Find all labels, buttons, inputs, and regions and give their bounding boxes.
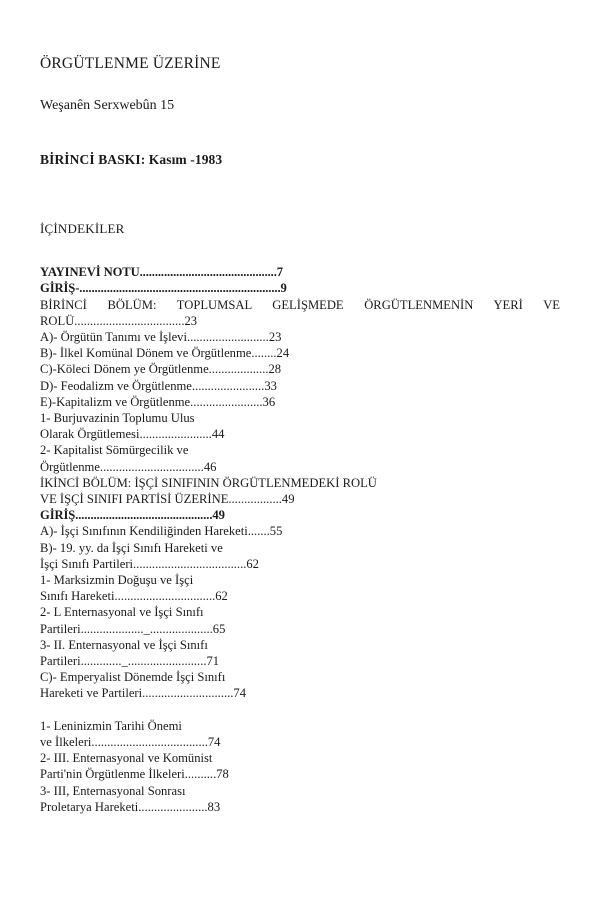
toc-entry: İKİNCİ BÖLÜM: İŞÇİ SINIFININ ÖRGÜTLENMEDEKİ ROLÜ — [40, 475, 377, 490]
toc-entry: Partileri............._.........................71 — [40, 654, 220, 669]
page-content — [40, 55, 560, 815]
toc-entry: Hareketi ve Partileri.............................74 — [40, 686, 247, 701]
toc-entry: Proletarya Hareketi......................83 — [40, 799, 221, 814]
toc-spacer — [40, 702, 560, 718]
toc-entry: D)- Feodalizm ve Örgütlenme.......................33 — [40, 378, 277, 393]
book-title: ÖRGÜTLENME ÜZERİNE — [40, 55, 221, 72]
toc-entry: GİRİŞ-..................................................................9 — [40, 281, 287, 296]
toc-entry: Olarak Örgütlemesi.......................44 — [40, 427, 225, 442]
toc-entry: 2- L Enternasyonal ve İşçi Sınıfı — [40, 605, 204, 620]
toc-entry: 3- III, Enternasyonal Sonrası — [40, 783, 186, 798]
toc-entry: ROLÜ...................................23 — [40, 313, 198, 328]
toc-entry: E)-Kapitalizm ve Örgütlenme.......................36 — [40, 394, 276, 409]
toc-entry: 1- Marksizmin Doğuşu ve İşçi — [40, 573, 194, 588]
toc-entry: C)- Emperyalist Dönemde İşçi Sınıfı — [40, 670, 226, 685]
toc-entry: 1- Leninizmin Tarihi Önemi — [40, 718, 182, 733]
toc-entry: C)-Köleci Dönem ye Örgütlenme...................28 — [40, 362, 282, 377]
toc-entry: 2- III. Enternasyonal ve Komünist — [40, 751, 213, 766]
series-line: Weşanên Serxwebûn 15 — [40, 97, 175, 113]
toc-entry: ve İlkeleri.....................................74 — [40, 735, 221, 750]
toc-entry: GİRİŞ.............................................49 — [40, 508, 225, 523]
toc-entry: Sınıfı Hareketi................................62 — [40, 589, 228, 604]
toc-entry: Örgütlenme.................................46 — [40, 459, 217, 474]
toc-entry: 3- II. Enternasyonal ve İşçi Sınıfı — [40, 637, 208, 652]
toc-heading: İÇİNDEKİLER — [40, 220, 125, 236]
toc-entry: A)- Örgütün Tanımı ve İşlevi..........................23 — [40, 329, 282, 344]
toc-entry: BİRİNCİ BÖLÜM: TOPLUMSAL GELİŞMEDE ÖRGÜTLENMENİN YERİ VE — [40, 297, 560, 312]
table-of-contents — [40, 264, 560, 815]
toc-entry: B)- İlkel Komünal Dönem ve Örgütlenme........24 — [40, 346, 290, 361]
toc-entry: A)- İşçi Sınıfının Kendiliğinden Hareketi.......55 — [40, 524, 283, 539]
toc-entry: İşçi Sınıfı Partileri....................................62 — [40, 556, 259, 571]
toc-entry: VE İŞÇİ SINIFI PARTİSİ ÜZERİNE.................49 — [40, 492, 295, 507]
toc-entry: 1- Burjuvazinin Toplumu Ulus — [40, 411, 195, 425]
toc-entry: Partileri...................._....................65 — [40, 621, 226, 636]
toc-entry: B)- 19. yy. da İşçi Sınıfı Hareketi ve — [40, 540, 223, 555]
toc-entry: 2- Kapitalist Sömürgecilik ve — [40, 443, 189, 458]
toc-entry: Parti'nin Örgütlenme İlkeleri..........78 — [40, 767, 229, 782]
edition-line: BİRİNCİ BASKI: Kasım -1983 — [40, 152, 223, 168]
toc-entry: YAYINEVİ NOTU.............................................7 — [40, 265, 283, 280]
